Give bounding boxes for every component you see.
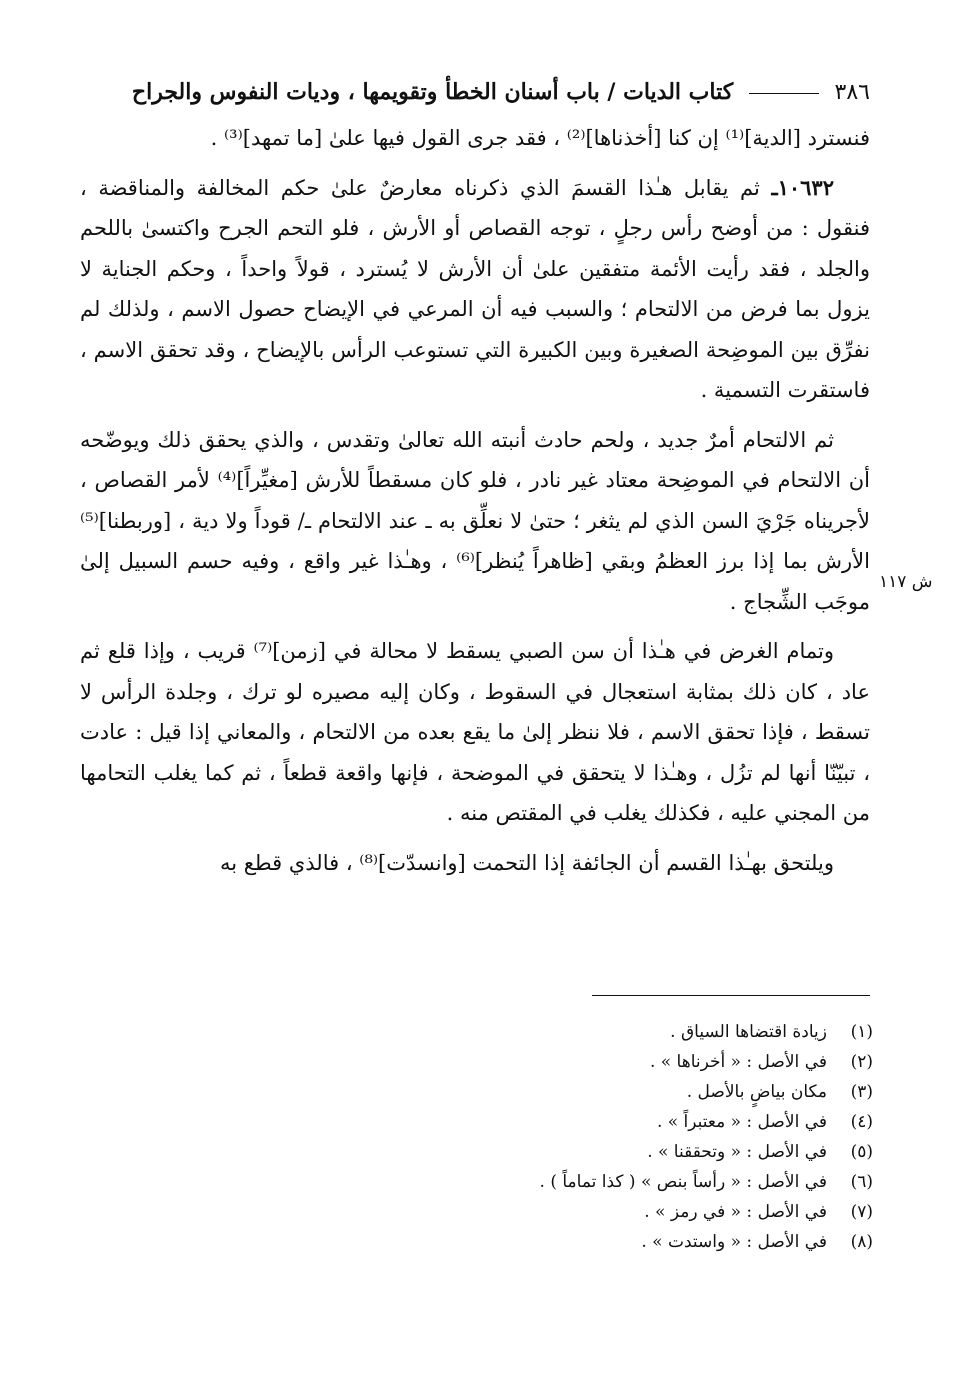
footnote-number: (٨) [850, 1232, 873, 1252]
footnote [540, 1077, 873, 1107]
footnote-text: في الأصل : « معتبراً » . [656, 1112, 827, 1132]
header-title: كتاب الديات / باب أسنان الخطأ وتقويمها ، وديات النفوس والجراح [131, 79, 734, 105]
section-number: ١٠٦٣٢ـ [771, 174, 834, 200]
footnote [540, 1167, 873, 1197]
footnote-text: في الأصل : « وتحققنا » . [647, 1142, 827, 1162]
footnote-number: (١) [850, 1022, 873, 1042]
paragraph-3: ثم الالتحام أمرٌ جديد ، ولحم حادث أنبته الله تعالىٰ وتقدس ، والذي يحقق ذلك ويوضّحه أن الالتحام في الموضِحة معتاد غير نادر ، فلو كان مسقطاً للأرش [مغيِّراً]⁽⁴⁾ لأمر القصاص ، لأجريناه جَرْيَ السن الذي لم يثغر ؛ حتىٰ لا نعلِّق به ـ عند الالتحام ـ/ قوداً ولا دية ، [وربطنا]⁽⁵⁾ الأرش بما إذا برز العظمُ وبقي [ظاهراً يُنظر]⁽⁶⁾ ، وهـٰذا غير واقع ، وفيه حسم السبيل إلىٰ موجَب الشِّجاج . [80, 427, 870, 614]
footnote [540, 1137, 873, 1167]
margin-manuscript-ref: ش ١١٧ [879, 572, 933, 592]
footnote-number: (٤) [850, 1112, 873, 1132]
paragraph-4: وتمام الغرض في هـٰذا أن سن الصبي يسقط لا محالة في [زمن]⁽⁷⁾ قريب ، وإذا قلع ثم عاد ، كان ذلك بمثابة استعجال في السقوط ، وكان إليه مصيره لو ترك ، وجلدة الرأس لا تسقط ، فإذا تحقق الاسم ، فلا ننظر إلىٰ ما يقع بعده من الالتحام ، والمعاني إذا قيل : عادت ، تبيّنّا أنها لم تزُل ، وهـٰذا لا يتحقق في الموضحة ، فإنها واقعة قطعاً ، ثم كما يغلب التحامها من المجني عليه ، فكذلك يغلب في المقتص منه . [80, 639, 870, 825]
footnote-text: في الأصل : « في رمز » . [644, 1202, 827, 1222]
page-number: ٣٨٦ [834, 80, 870, 105]
header-rule [749, 93, 819, 94]
footnote [540, 1017, 873, 1047]
paragraph-1: فنسترد [الدية]⁽¹⁾ إن كنا [أخذناها]⁽²⁾ ، فقد جرى القول فيها علىٰ [ما تمهد]⁽³⁾ . [210, 126, 870, 150]
footnotes [540, 1017, 873, 1257]
paragraph-2-text: ثم يقابل هـٰذا القسمَ الذي ذكرناه معارضٌ علىٰ حكم المخالفة والمناقضة ، فنقول : من أوضح رأس رجلٍ ، توجه القصاص أو الأرش ، فلو التحم الجرح واكتسىٰ باللحم والجلد ، فقد رأيت الأئمة متفقين علىٰ أن الأرش لا يُسترد ، قولاً واحداً ، وحكم الجناية لا يزول بما فرض من الالتحام ؛ والسبب فيه أن المرعي في الإيضاح حصول الاسم ، ولذلك لم نفرِّق بين الموضِحة الصغيرة وبين الكبيرة التي تستوعب الرأس بالإيضاح ، وقد تحقق الاسم ، فاستقرت التسمية . [80, 175, 870, 402]
footnote-number: (٦) [850, 1172, 873, 1192]
footnote [540, 1107, 873, 1137]
footnote-number: (٧) [850, 1202, 873, 1222]
paragraph-5: ويلتحق بهـٰذا القسم أن الجائفة إذا التحمت [وانسدّت]⁽⁸⁾ ، فالذي قطع به [219, 850, 834, 875]
footnote-text: في الأصل : « واستدت » . [641, 1232, 827, 1252]
footnote-number: (٢) [850, 1052, 873, 1072]
footnote-text: في الأصل : « أخرناها » . [649, 1052, 827, 1072]
footnote-separator [592, 995, 870, 996]
footnote-text: زيادة اقتضاها السياق . [670, 1022, 827, 1042]
paragraph-2 [80, 168, 870, 411]
footnote [540, 1227, 873, 1257]
running-header [80, 72, 870, 113]
main-text [80, 118, 870, 892]
footnote-number: (٣) [850, 1082, 873, 1102]
footnote [540, 1197, 873, 1227]
footnote-number: (٥) [850, 1142, 873, 1162]
footnote [540, 1047, 873, 1077]
footnote-text: مكان بياضٍ بالأصل . [686, 1082, 827, 1102]
footnote-text: في الأصل : « رأساً بنص » ( كذا تماماً ) . [539, 1172, 827, 1192]
